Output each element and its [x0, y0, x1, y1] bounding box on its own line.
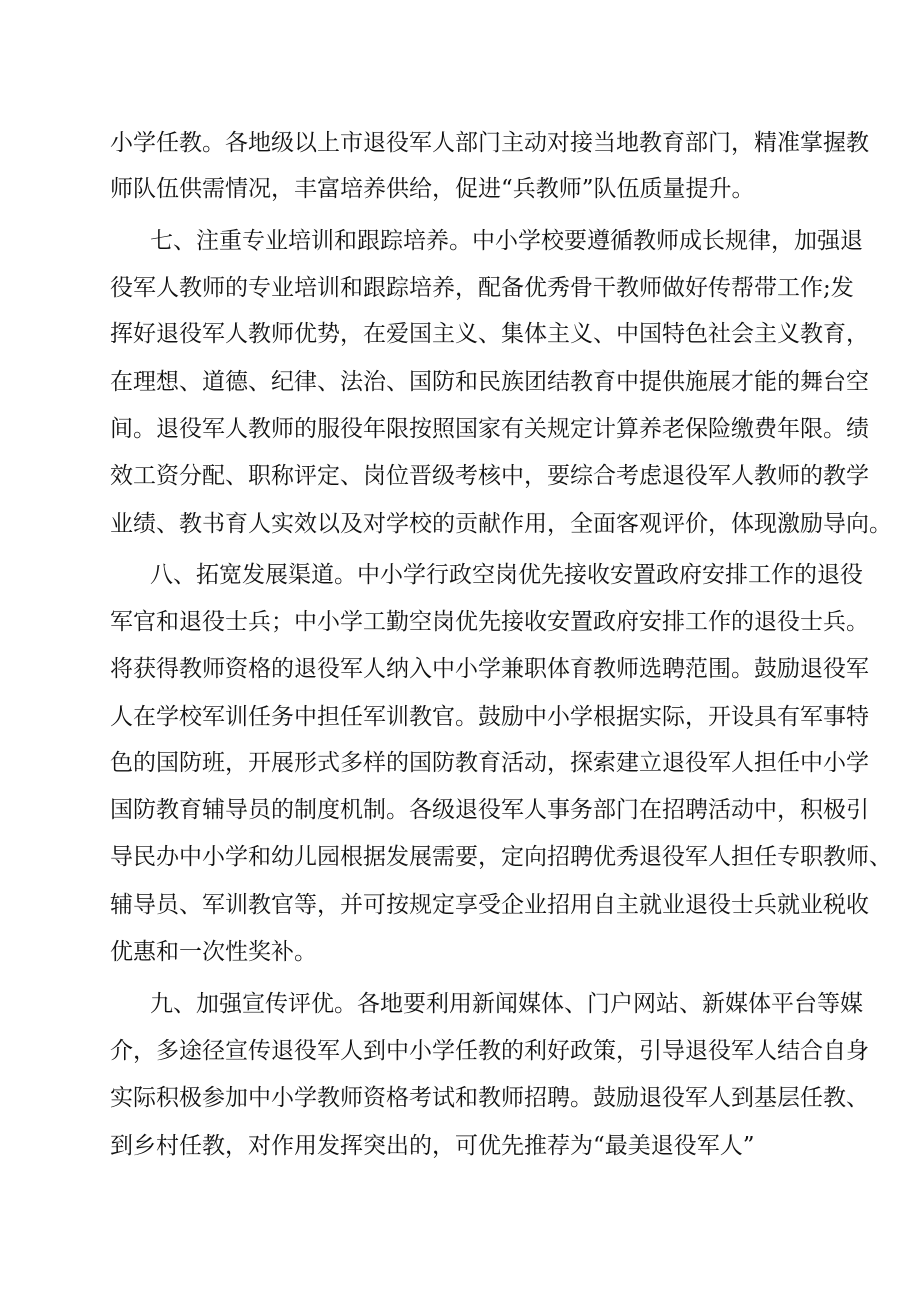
- text-line: 导民办中小学和幼儿园根据发展需要，定向招聘优秀退役军人担任专职教师、: [110, 844, 892, 870]
- text-line: 实际积极参加中小学教师资格考试和教师招聘。鼓励退役军人到基层任教、: [110, 1085, 869, 1111]
- text-line: 军官和退役士兵；中小学工勤空岗优先接收安置政府安排工作的退役士兵。: [110, 609, 869, 635]
- text-line: 国防教育辅导员的制度机制。各级退役军人事务部门在招聘活动中，积极引: [110, 797, 869, 823]
- text-line: 色的国防班，开展形式多样的国防教育活动，探索建立退役军人担任中小学: [110, 750, 869, 776]
- text-line: 役军人教师的专业培训和跟踪培养，配备优秀骨干教师做好传帮带工作;发: [110, 275, 854, 301]
- text-line: 业绩、教书育人实效以及对学校的贡献作用，全面客观评价，体现激励导向。: [110, 511, 892, 537]
- text-line: 挥好退役军人教师优势，在爱国主义、集体主义、中国特色社会主义教育，: [110, 321, 869, 347]
- text-line: 间。退役军人教师的服役年限按照国家有关规定计算养老保险缴费年限。绩: [110, 416, 869, 442]
- text-line: 辅导员、军训教官等，并可按规定享受企业招用自主就业退役士兵就业税收: [110, 892, 869, 918]
- text-line: 介，多途径宣传退役军人到中小学任教的利好政策，引导退役军人结合自身: [110, 1038, 869, 1064]
- text-line: 优惠和一次性奖补。: [110, 939, 317, 965]
- text-line: 将获得教师资格的退役军人纳入中小学兼职体育教师选聘范围。鼓励退役军: [110, 656, 869, 682]
- text-line: 到乡村任教，对作用发挥突出的，可优先推荐为“最美退役军人”: [110, 1133, 755, 1159]
- paragraph-heading-line: 八、拓宽发展渠道。中小学行政空岗优先接收安置政府安排工作的退役: [150, 562, 863, 588]
- paragraph-heading-line: 九、加强宣传评优。各地要利用新闻媒体、门户网站、新媒体平台等媒: [150, 991, 863, 1017]
- text-line: 师队伍供需情况，丰富培养供给，促进“兵教师”队伍质量提升。: [110, 176, 755, 202]
- text-line: 在理想、道德、纪律、法治、国防和民族团结教育中提供施展才能的舞台空: [110, 369, 869, 395]
- text-line: 人在学校军训任务中担任军训教官。鼓励中小学根据实际，开设具有军事特: [110, 704, 869, 730]
- paragraph-heading-line: 七、注重专业培训和跟踪培养。中小学校要遵循教师成长规律，加强退: [150, 228, 863, 254]
- text-line: 小学任教。各地级以上市退役军人部门主动对接当地教育部门，精准掌握教: [110, 130, 869, 156]
- text-line: 效工资分配、职称评定、岗位晋级考核中，要综合考虑退役军人教师的教学: [110, 463, 869, 489]
